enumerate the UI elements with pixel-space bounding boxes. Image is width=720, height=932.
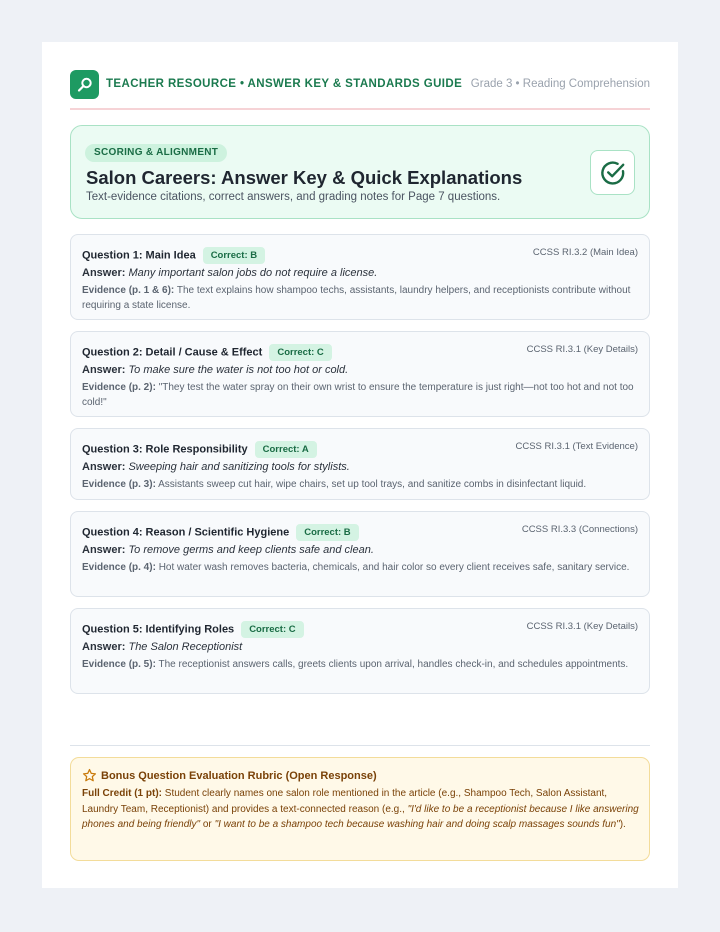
evidence-text: Evidence (p. 3): Assistants sweep cut hair, wipe chairs, set up tool trays, and sanitize combs in disinfectant liquid. xyxy=(82,479,587,490)
evidence-text: Evidence (p. 2): "They test the water spray on their own wrist to ensure the temperature is just right—not too hot and not too cold!" xyxy=(82,382,634,408)
answer-line: Answer: Sweeping hair and sanitizing tools for stylists. xyxy=(82,461,350,473)
answer-line: Answer: Many important salon jobs do not require a license. xyxy=(82,267,378,279)
answer-line: Answer: To make sure the water is not too hot or cold. xyxy=(82,364,349,376)
standard-label: CCSS RI.3.1 (Text Evidence) xyxy=(515,441,638,452)
question-title: Question 2: Detail / Cause & Effect Correct: C xyxy=(82,344,332,361)
page-title: Salon Careers: Answer Key & Quick Explanations xyxy=(86,167,523,188)
bonus-rubric-box xyxy=(70,757,650,861)
question-title: Question 5: Identifying Roles Correct: C xyxy=(82,621,304,638)
correct-answer-badge: Correct: C xyxy=(241,621,303,638)
standard-label: CCSS RI.3.1 (Key Details) xyxy=(526,621,638,632)
resource-brand-label: TEACHER RESOURCE • ANSWER KEY & STANDARDS GUIDE xyxy=(106,78,463,90)
page-header xyxy=(70,70,650,110)
correct-answer-badge: Correct: B xyxy=(203,247,265,264)
question-card xyxy=(70,234,650,320)
star-icon xyxy=(82,768,97,783)
question-card xyxy=(70,428,650,500)
question-card xyxy=(70,331,650,417)
hero-banner xyxy=(70,125,650,219)
question-title: Question 4: Reason / Scientific Hygiene Correct: B xyxy=(82,524,359,541)
correct-answer-badge: Correct: B xyxy=(296,524,358,541)
scoring-pill: SCORING & ALIGNMENT xyxy=(85,144,227,162)
evidence-text: Evidence (p. 5): The receptionist answers calls, greets clients upon arrival, handles check-in, and schedules appointments. xyxy=(82,659,629,670)
evidence-text: Evidence (p. 1 & 6): The text explains how shampoo techs, assistants, laundry helpers, and receptionists contribute without requiring a state license. xyxy=(82,285,631,311)
answer-line: Answer: The Salon Receptionist xyxy=(82,641,243,653)
page-subtitle: Text-evidence citations, correct answers, and grading notes for Page 7 questions. xyxy=(86,191,501,203)
standard-label: CCSS RI.3.1 (Key Details) xyxy=(526,344,638,355)
question-card xyxy=(70,511,650,597)
magnifier-icon xyxy=(70,70,99,99)
standard-label: CCSS RI.3.3 (Connections) xyxy=(521,524,638,535)
standard-label: CCSS RI.3.2 (Main Idea) xyxy=(532,247,638,258)
section-divider xyxy=(70,745,650,746)
question-title: Question 1: Main Idea Correct: B xyxy=(82,247,265,264)
answer-line: Answer: To remove germs and keep clients safe and clean. xyxy=(82,544,374,556)
evidence-text: Evidence (p. 4): Hot water wash removes bacteria, chemicals, and hair color so every client receives safe, sanitary service. xyxy=(82,562,630,573)
correct-answer-badge: Correct: A xyxy=(255,441,317,458)
question-card xyxy=(70,608,650,694)
grade-subject-label: Grade 3 • Reading Comprehension xyxy=(470,78,650,90)
question-title: Question 3: Role Responsibility Correct: A xyxy=(82,441,317,458)
check-circle-icon xyxy=(590,150,635,195)
bonus-rubric-text: Full Credit (1 pt): Student clearly names one salon role mentioned in the article (e.g., Shampoo Tech, Salon Assistant, Laundry Team, Receptionist) and provides a text-connected reason (e.g., "I'd like to be a receptionist because I like answering phones and being friendly" or "I want to be a shampoo tech because washing hair and doing scalp massages sounds fun"). xyxy=(82,788,639,830)
bonus-title: Bonus Question Evaluation Rubric (Open Response) xyxy=(101,770,377,782)
correct-answer-badge: Correct: C xyxy=(269,344,331,361)
answer-key-page xyxy=(42,42,678,888)
